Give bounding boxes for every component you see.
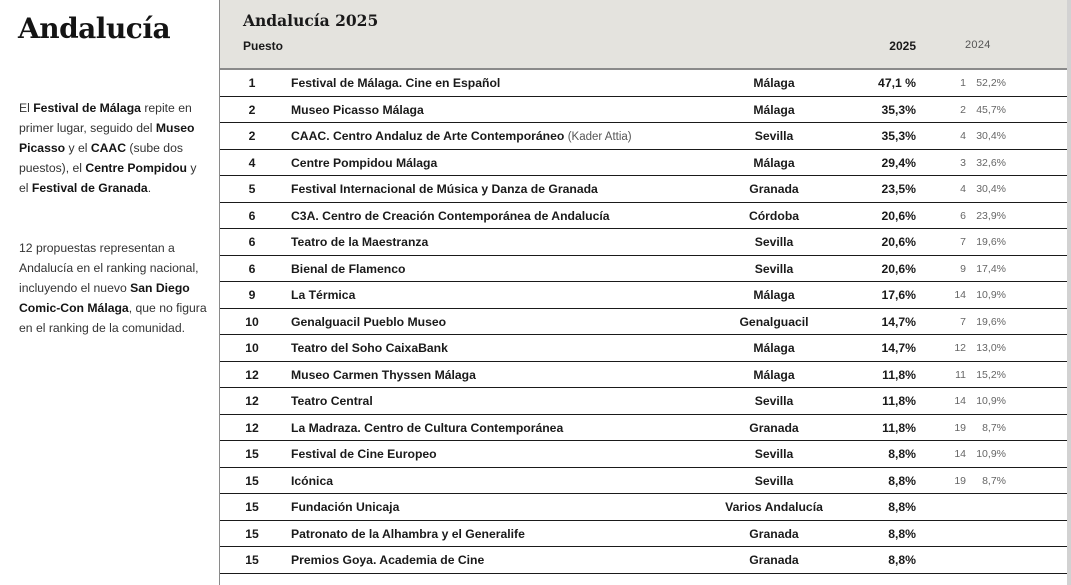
pct-2025-cell: 23,5% — [881, 182, 916, 196]
city-cell: Sevilla — [754, 129, 794, 143]
table-row — [220, 468, 1068, 495]
rank-cell: 5 — [248, 182, 256, 196]
rank-2024-cell: 14 — [954, 395, 966, 407]
pct-2025-cell: 8,8% — [888, 553, 916, 567]
institution-name: Icónica — [291, 473, 333, 488]
institution-name: Premios Goya. Academia de Cine — [291, 553, 485, 567]
table-row — [220, 547, 1068, 574]
rank-cell: 15 — [245, 473, 259, 488]
rank-2024-cell: 1 — [960, 77, 966, 89]
name-cell — [291, 447, 437, 461]
pct-2025-cell: 11,8% — [882, 394, 916, 408]
pct-2024-cell: 8,7% — [982, 474, 1006, 487]
institution-name: Teatro Central — [291, 394, 373, 408]
institution-name: Patronato de la Alhambra y el Generalife — [291, 526, 525, 541]
pct-2025-cell: 35,3% — [881, 129, 916, 143]
table-row — [220, 150, 1068, 177]
pct-2025-cell: 20,6% — [881, 208, 916, 223]
column-header-rank: Puesto — [243, 39, 284, 53]
institution-name: La Madraza. Centro de Cultura Contemporánea — [291, 420, 564, 435]
name-cell — [291, 235, 428, 249]
highlight-text: Museo Picasso — [19, 121, 195, 155]
body-text: . — [147, 181, 152, 195]
name-cell — [291, 394, 373, 408]
name-cell — [291, 156, 437, 170]
table-row — [220, 97, 1068, 124]
rank-cell: 12 — [245, 420, 259, 435]
rank-2024-cell: 19 — [954, 421, 966, 434]
pct-2025-cell: 47,1 % — [878, 76, 916, 90]
rank-2024-cell: 4 — [960, 183, 966, 195]
rank-cell: 10 — [245, 314, 259, 329]
pct-2024-cell: 19,6% — [976, 315, 1006, 328]
rank-2024-cell: 3 — [960, 156, 966, 169]
institution-name: La Térmica — [291, 288, 356, 302]
table-row — [220, 309, 1068, 336]
city-cell: Málaga — [753, 76, 795, 90]
pct-2024-cell: 10,9% — [976, 289, 1006, 301]
city-cell: Sevilla — [754, 473, 794, 488]
city-cell: Granada — [749, 182, 799, 196]
name-cell — [291, 368, 476, 382]
rank-cell: 2 — [248, 102, 256, 117]
pct-2024-cell: 45,7% — [976, 103, 1006, 116]
rank-cell: 15 — [245, 553, 259, 567]
rank-cell: 6 — [248, 261, 256, 276]
pct-2024-cell: 52,2% — [976, 77, 1006, 89]
institution-name: Teatro del Soho CaixaBank — [291, 341, 448, 355]
table-row — [220, 362, 1068, 389]
column-header-2024: 2024 — [965, 39, 991, 51]
body-text: (sube dos puestos), el — [19, 141, 183, 175]
ranking-table — [219, 0, 1068, 585]
pct-2024-cell: 10,9% — [976, 395, 1006, 407]
pct-2024-cell: 30,4% — [976, 130, 1006, 142]
table-row — [220, 123, 1068, 150]
table-row — [220, 494, 1068, 521]
rank-cell: 15 — [245, 500, 259, 514]
city-cell: Granada — [749, 526, 799, 541]
institution-name: C3A. Centro de Creación Contemporánea de Andalucía — [291, 208, 610, 223]
name-cell — [291, 500, 399, 514]
name-cell — [291, 182, 598, 196]
city-cell: Málaga — [753, 341, 795, 355]
rank-2024-cell: 7 — [960, 236, 966, 248]
pct-2025-cell: 11,8% — [882, 367, 916, 382]
institution-name: Teatro de la Maestranza — [291, 235, 429, 249]
highlight-text: San Diego Comic-Con Málaga — [19, 281, 190, 315]
table-body — [220, 70, 1068, 574]
city-cell: Sevilla — [754, 235, 794, 249]
pct-2025-cell: 20,6% — [881, 261, 916, 276]
summary-paragraph — [19, 98, 209, 198]
rank-cell: 12 — [245, 367, 259, 382]
institution-name: Festival de Málaga. Cine en Español — [291, 76, 501, 90]
pct-2025-cell: 35,3% — [881, 102, 916, 117]
highlight-text: Centre Pompidou — [85, 161, 187, 175]
pct-2024-cell: 17,4% — [976, 262, 1006, 275]
name-note: (Kader Attia) — [567, 131, 632, 143]
rank-2024-cell: 7 — [960, 315, 966, 328]
city-cell: Málaga — [753, 367, 795, 382]
pct-2025-cell: 8,8% — [888, 526, 916, 541]
table-row — [220, 229, 1068, 256]
rank-cell: 15 — [245, 526, 259, 541]
body-text: , que no figura en el ranking de la comunidad. — [19, 301, 207, 335]
table-row — [220, 256, 1068, 283]
table-row — [220, 70, 1068, 97]
pct-2025-cell: 8,8% — [888, 447, 916, 461]
institution-name: Museo Carmen Thyssen Málaga — [291, 367, 476, 382]
table-row — [220, 282, 1068, 309]
rank-cell: 6 — [248, 208, 256, 223]
name-cell — [291, 421, 563, 435]
name-cell — [291, 76, 500, 90]
rank-cell: 1 — [248, 76, 256, 90]
name-cell — [291, 553, 484, 567]
rank-2024-cell: 6 — [960, 209, 966, 222]
table-header — [220, 0, 1068, 70]
city-cell: Málaga — [753, 155, 795, 170]
institution-name: Museo Picasso Málaga — [291, 102, 424, 117]
city-cell: Sevilla — [754, 394, 794, 408]
name-cell — [291, 262, 405, 276]
institution-name: CAAC. Centro Andaluz de Arte Contemporáneo — [291, 129, 565, 143]
body-text: y el — [19, 161, 197, 195]
name-cell — [291, 315, 446, 329]
table-row — [220, 335, 1068, 362]
sidebar — [0, 0, 219, 585]
table-row — [220, 203, 1068, 230]
rank-2024-cell: 11 — [955, 368, 966, 381]
institution-name: Festival Internacional de Música y Danza de Granada — [291, 182, 598, 196]
institution-name: Festival de Cine Europeo — [291, 447, 437, 461]
pct-2025-cell: 8,8% — [888, 500, 916, 514]
rank-2024-cell: 14 — [954, 289, 966, 301]
name-cell — [291, 474, 333, 488]
pct-2025-cell: 29,4% — [881, 155, 916, 170]
name-cell — [291, 527, 525, 541]
city-cell: Málaga — [753, 102, 795, 117]
rank-cell: 15 — [245, 447, 259, 461]
city-cell: Málaga — [753, 288, 795, 302]
pct-2025-cell: 14,7% — [881, 341, 916, 355]
rank-2024-cell: 9 — [960, 262, 966, 275]
pct-2025-cell: 20,6% — [881, 235, 916, 249]
body-text: y el — [65, 141, 91, 155]
column-header-2025: 2025 — [889, 39, 916, 53]
rank-2024-cell: 4 — [960, 130, 966, 142]
pct-2024-cell: 8,7% — [982, 421, 1006, 434]
pct-2024-cell: 15,2% — [976, 368, 1006, 381]
body-text: El — [19, 101, 34, 115]
pct-2024-cell: 23,9% — [976, 209, 1006, 222]
name-cell — [291, 129, 632, 143]
rank-cell: 10 — [245, 341, 259, 355]
scrollbar[interactable] — [1067, 0, 1071, 585]
name-cell — [291, 288, 355, 302]
table-row — [220, 176, 1068, 203]
table-title: Andalucía 2025 — [243, 11, 379, 30]
pct-2025-cell: 17,6% — [881, 288, 916, 302]
name-cell — [291, 209, 610, 223]
pct-2025-cell: 11,8% — [882, 420, 916, 435]
body-text: repite en primer lugar, seguido del — [19, 101, 192, 135]
pct-2025-cell: 14,7% — [881, 314, 916, 329]
institution-name: Centre Pompidou Málaga — [291, 155, 438, 170]
pct-2024-cell: 32,6% — [976, 156, 1006, 169]
institution-name: Genalguacil Pueblo Museo — [291, 314, 447, 329]
highlight-text: Festival de Granada — [31, 181, 148, 195]
name-cell — [291, 341, 448, 355]
rank-2024-cell: 12 — [954, 342, 966, 354]
city-cell: Sevilla — [754, 447, 794, 461]
city-cell: Córdoba — [748, 208, 800, 223]
rank-cell: 12 — [245, 394, 259, 408]
rank-cell: 9 — [248, 288, 256, 302]
city-cell: Varios Andalucía — [725, 500, 823, 514]
rank-2024-cell: 19 — [954, 474, 966, 487]
table-row — [220, 415, 1068, 442]
city-cell: Granada — [749, 553, 799, 567]
city-cell: Genalguacil — [739, 314, 809, 329]
table-row — [220, 521, 1068, 548]
pct-2024-cell: 19,6% — [976, 236, 1006, 248]
body-text: 12 propuestas representan a Andalucía en el ranking nacional, incluyendo el nuevo — [19, 241, 199, 295]
note-paragraph — [19, 238, 209, 338]
name-cell — [291, 103, 424, 117]
pct-2024-cell: 30,4% — [976, 183, 1006, 195]
highlight-text: CAAC — [90, 141, 127, 155]
region-title: Andalucía — [18, 12, 171, 45]
rank-2024-cell: 14 — [954, 448, 966, 460]
rank-2024-cell: 2 — [960, 103, 966, 116]
pct-2024-cell: 13,0% — [976, 342, 1006, 354]
pct-2024-cell: 10,9% — [976, 448, 1006, 460]
institution-name: Bienal de Flamenco — [291, 261, 406, 276]
pct-2025-cell: 8,8% — [888, 473, 916, 488]
rank-cell: 2 — [248, 129, 256, 143]
table-row — [220, 388, 1068, 415]
rank-cell: 4 — [248, 155, 256, 170]
city-cell: Sevilla — [754, 261, 794, 276]
table-row — [220, 441, 1068, 468]
rank-cell: 6 — [248, 235, 256, 249]
institution-name: Fundación Unicaja — [291, 500, 400, 514]
highlight-text: Festival de Málaga — [33, 101, 141, 115]
city-cell: Granada — [749, 420, 799, 435]
